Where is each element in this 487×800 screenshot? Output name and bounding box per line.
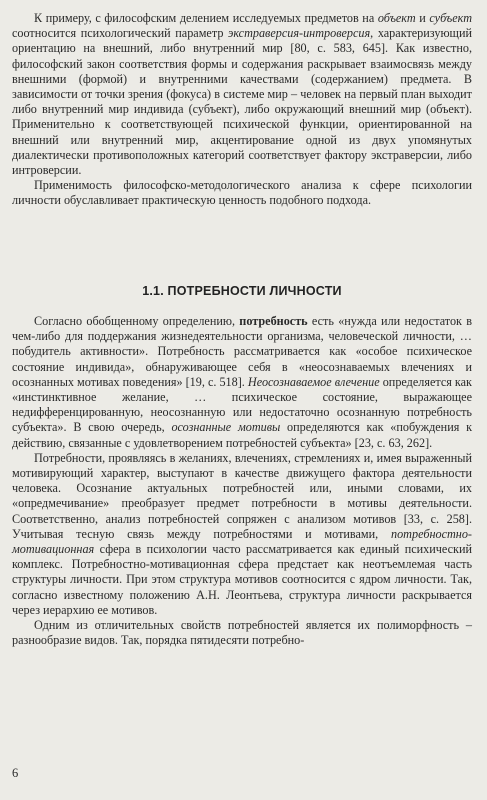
text-run: , характеризующий ориентацию на внешний, либо внутренний мир [80, с. 583, 645]. Как известно, философский закон соответствия формы и содержания раскрывает взаимосвязь между внешними (формой) и внутренними качествами (содержанием) предмета. В зависимости от точки зрения (фокуса) в системе мир – человек на первый план выходит либо внутренний мир индивида (субъект), либо окружающий внешний мир (объект). Применительно к соответствующей психической функции, ориентированной на внешний или внутренний мир, акцентирование одной из двух упомянутых диалектически противоположных категорий соответствует фактору экстраверсии, либо интроверсии. (12, 26, 472, 178)
paragraph (12, 178, 472, 208)
text-run: есть «нужда или недостаток в чем-либо для поддержания жизнедеятельности организма, человеческой личности, … побудитель активности». Потребность рассматривается как «особое психическое состояние индивида», обнаруживающее себя в «неосознаваемых влечениях и осознанных мотивах поведения» [19, с. 518]. (12, 314, 472, 389)
text-run: Согласно обобщенному определению, (34, 314, 240, 328)
text-run: Потребности, проявляясь в желаниях, влечениях, стремлениях и, имея выраженный мотивирующий характер, выступают в качестве движущего фактора деятельности человека. Осознание актуальных потребностей или, иными словами, их «опредмечивание» преобразует предмет потребности в мотивы деятельности. Соответственно, анализ потребностей сопряжен с анализом мотивов [33, с. 258]. Учитывая тесную связь между потребностями и мотивами, (12, 450, 472, 541)
text-run: определяются как «побуждения к действию, связанные с удовлетворением потребностей субъекта» [23, с. 63, 262]. (12, 420, 472, 450)
section-body-text-block (12, 314, 472, 648)
paragraph (12, 11, 472, 178)
italic-term: осознанные мотивы (171, 420, 281, 435)
text-run: соотносится психологический параметр (12, 26, 229, 41)
text-run: определяется как «инстинктивное желание, … психическое состояние, выражающее недифференцированную, неосознанную или недостаточно осознанную потребность субъекта». В свою очередь, (12, 374, 472, 435)
italic-term: экстраверсия-интроверсия (228, 26, 371, 41)
page-number: 6 (12, 766, 19, 780)
italic-term: потребностно-мотивационная (12, 526, 472, 557)
italic-term: субъект (429, 11, 472, 25)
text-run: сфера в психологии часто рассматривается как единый психический комплекс. Потребностно-мотивационная сфера предстает как неотъемлемая часть структуры личности. При этом структура мотивов соотносится с ядром личности. Так, согласно известному положению А.Н. Леонтьева, структура личности раскрывается через иерархию ее мотивов. (12, 542, 472, 617)
italic-term: объект (377, 11, 416, 25)
text-run: и (415, 11, 430, 25)
intro-text-block (12, 11, 472, 209)
paragraph (12, 618, 472, 648)
text-run: К примеру, с философским делением исследуемых предметов на (34, 11, 378, 25)
bold-term: потребность (239, 314, 308, 328)
section-heading: 1.1. ПОТРЕБНОСТИ ЛИЧНОСТИ (142, 284, 342, 298)
text-run: Одним из отличительных свойств потребностей является их полиморфность – разнообразие видов. Так, порядка пятидесяти потребно- (12, 618, 472, 648)
paragraph (12, 451, 472, 618)
italic-term: Неосознаваемое влечение (247, 374, 380, 389)
paragraph (12, 314, 472, 451)
text-run: Применимость философско-методологического анализа к сфере психологии личности обуславливает практическую ценность подобного подхода. (12, 178, 472, 208)
